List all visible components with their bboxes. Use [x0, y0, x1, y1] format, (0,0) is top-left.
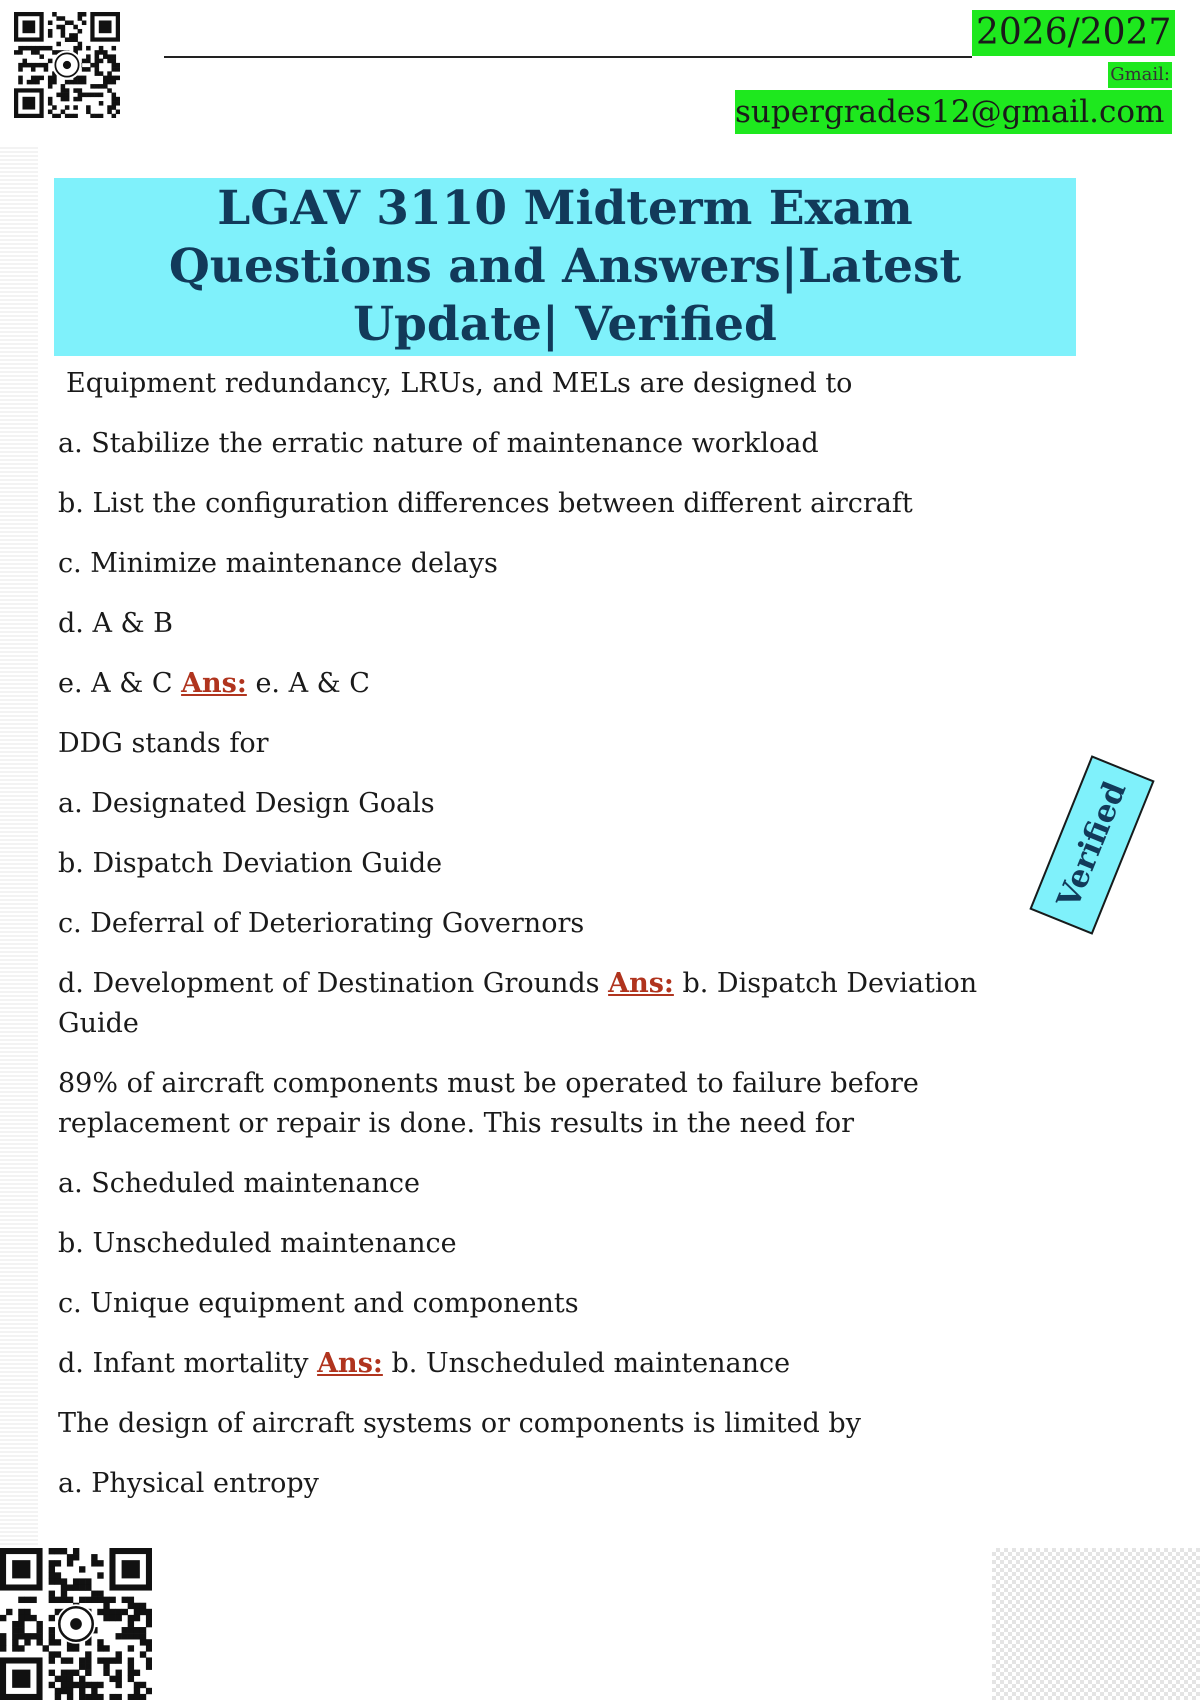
question-line: Equipment redundancy, LRUs, and MELs are designed to [66, 368, 853, 399]
answer-label: Ans: [181, 668, 247, 699]
question-line: b. Dispatch Deviation Guide [58, 848, 443, 879]
qr-code-graphic [0, 1548, 152, 1700]
answer-label: Ans: [608, 968, 674, 999]
question-line: a. Scheduled maintenance [58, 1168, 420, 1199]
qr-code-icon [0, 1548, 152, 1700]
option-text: d. Development of Destination Grounds [58, 968, 600, 999]
document-title: LGAV 3110 Midterm Exam Questions and Answers|Latest Update| Verified [168, 181, 962, 352]
question-line: 89% of aircraft components must be operated to failure before replacement or repair is done. This results in the need for [58, 1068, 919, 1139]
question-line: c. Deferral of Deteriorating Governors [58, 908, 585, 939]
question-line: b. List the configuration differences between different aircraft [58, 488, 913, 519]
answer-line [58, 664, 1028, 704]
question-line: a. Stabilize the erratic nature of maintenance workload [58, 428, 819, 459]
answer-label: Ans: [317, 1348, 383, 1379]
question-line: c. Unique equipment and components [58, 1288, 579, 1319]
whatsapp-icon [56, 1604, 95, 1643]
question-list [58, 364, 1028, 1524]
question-line: a. Designated Design Goals [58, 788, 435, 819]
whatsapp-icon [52, 50, 81, 79]
title-banner [54, 178, 1076, 356]
question-line: d. A & B [58, 608, 173, 639]
verified-stamp: Verified [1029, 755, 1154, 934]
option-text: d. Infant mortality [58, 1348, 309, 1379]
question-line: DDG stands for [58, 728, 269, 759]
answer-text: b. Dispatch Deviation Guide [58, 968, 978, 1039]
email-address: supergrades12@gmail.com [735, 90, 1172, 134]
answer-text: b. Unscheduled maintenance [391, 1348, 791, 1379]
question-line: a. Physical entropy [58, 1468, 319, 1499]
header-rule [164, 56, 972, 58]
option-text: e. A & C [58, 668, 173, 699]
question-line: The design of aircraft systems or components is limited by [58, 1408, 861, 1439]
qr-code-icon [14, 12, 120, 118]
decorative-pattern [992, 1548, 1200, 1700]
left-decorative-strip [0, 145, 38, 1545]
answer-text: e. A & C [255, 668, 370, 699]
year-badge: 2026/2027 [972, 10, 1175, 56]
gmail-label: Gmail: [1108, 62, 1172, 88]
answer-line [58, 1344, 1028, 1384]
qr-code-graphic [14, 12, 120, 118]
question-line: c. Minimize maintenance delays [58, 548, 498, 579]
question-line: b. Unscheduled maintenance [58, 1228, 457, 1259]
answer-line [58, 964, 1028, 1044]
